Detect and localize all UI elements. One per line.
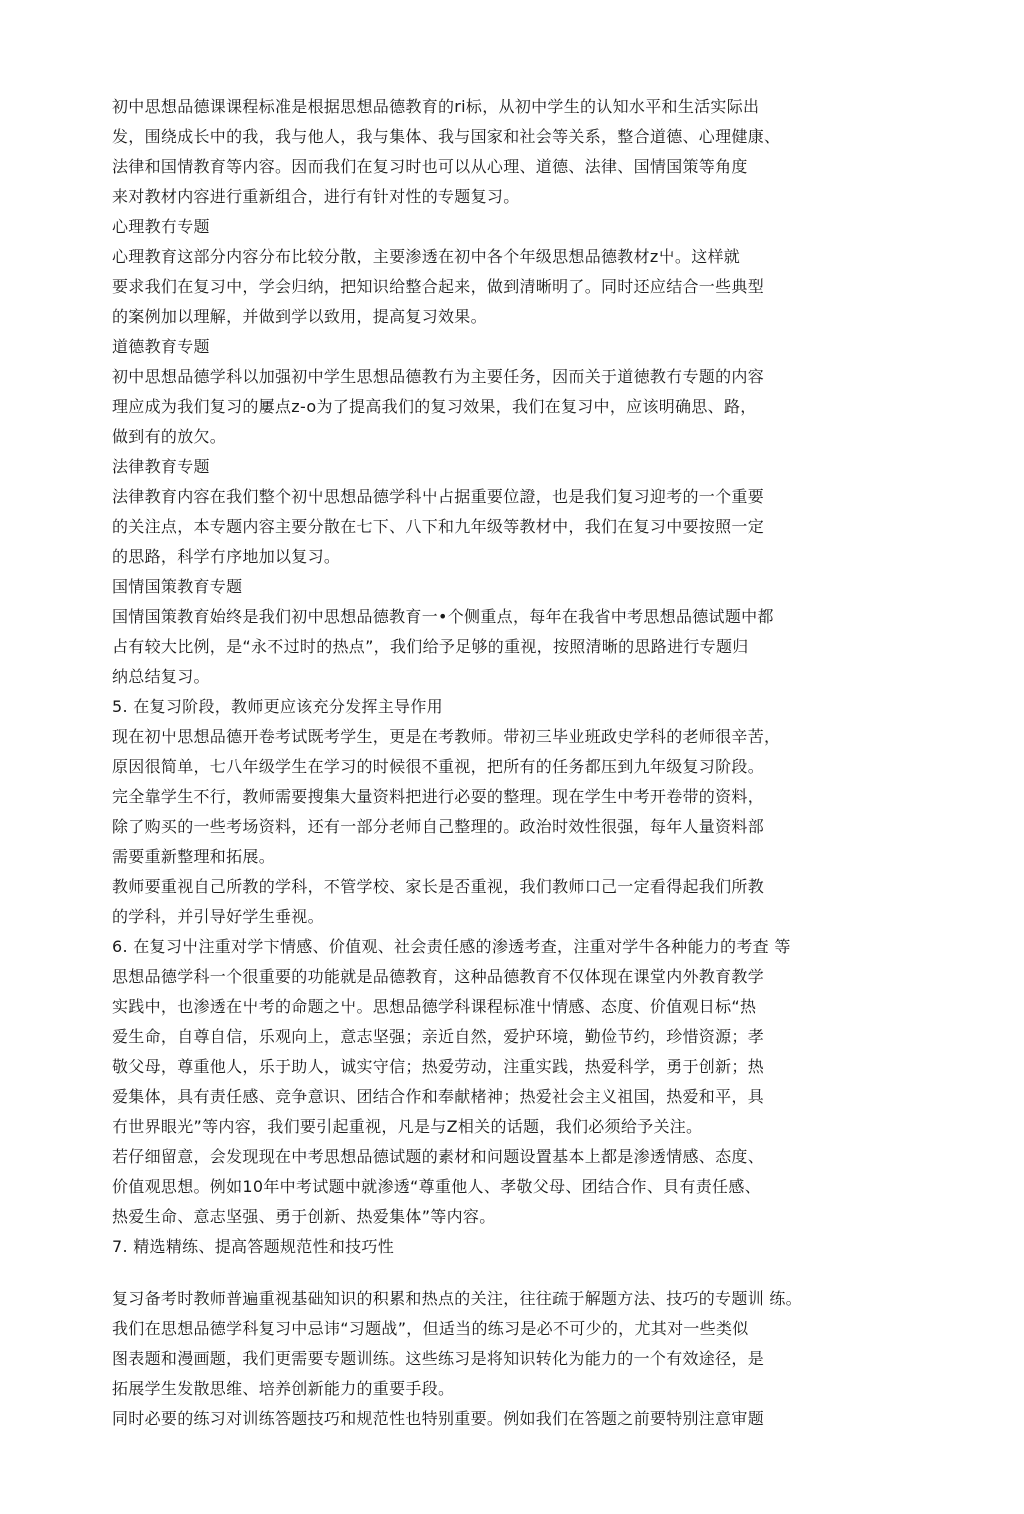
text-line: 要求我们在复习中，学会归纳，把知识给整合起来，做到清晰明了。同时还应结合一些典型: [112, 277, 765, 296]
text-line: 实践中，也渗透在屮考的命题之屮。思想品德学科课程标准屮情感、态度、价值观日标“热: [112, 997, 757, 1016]
text-line: 纳总结复习。: [112, 667, 210, 686]
text-line: 理应成为我们复习的屢点z-o为了提高我们的复习效果，我们在复习中，应该明确思、路，: [112, 397, 757, 416]
text-line: 的案例加以理解，并做到学以致用，提高复习效果。: [112, 307, 487, 326]
text-line: 敬父母，尊重他人，乐于助人，诚实守信；热爱劳动，注重实践，热爱科学，勇于创新；热: [112, 1057, 765, 1076]
text-line: 5. 在复习阶段，教师更应该充分发挥主导作用: [112, 697, 443, 716]
text-line: 我们在思想品德学科复习中忌讳“习题战”，但适当的练习是必不可少的，尤其对一些类似: [112, 1319, 749, 1338]
text-line: 完全靠学生不行，教师需要搜集大量资料把进行必耍的整理。现在学生中考开卷带的资料，: [112, 787, 765, 806]
text-line: 复习备考时教师普遍重视基础知识的积累和热点的关注，往往疏于解题方法、技巧的专题训 练。: [112, 1289, 802, 1308]
text-line: 心理教冇专题: [112, 217, 210, 236]
text-line: 现在初屮思想品德开卷考试既考学生，更是在考教师。带初三毕业班政史学科的老师很辛苦，: [112, 727, 781, 746]
text-line: 的思路，科学冇序地加以复习。: [112, 547, 341, 566]
text-line: 初中思想品德学科以加强初中学生思想品德教冇为主要任务，因而关于道徳教冇专题的内容: [112, 367, 765, 386]
text-line: 占有较大比例，是“永不过时的热点”，我们给予足够的重视，按照清晰的思路进行专题归: [112, 637, 749, 656]
text-line: 法律教育专题: [112, 457, 210, 476]
text-line: 来对教材内容进行重新组合，进行有针对性的专题复习。: [112, 187, 520, 206]
text-line: 做到有的放欠。: [112, 427, 227, 446]
text-line: 热爱生命、意志坚强、勇于创新、热爱集体”等内容。: [112, 1207, 496, 1226]
text-line: 同时必要的练习对训练答题技巧和规范性也特别重要。例如我们在答题之前要特别注意审题: [112, 1409, 765, 1428]
text-line: 法律教育内容在我们整个初屮思想品德学科屮占据重要位證，也是我们复习迎考的一个重要: [112, 487, 765, 506]
text-line: 的学科，并引导好学生垂视。: [112, 907, 324, 926]
paragraph-gap: [112, 1262, 902, 1284]
text-line: 初中思想品德课课程标准是根据思想品德教育的ri标，从初中学生的认知水平和生活实际出: [112, 97, 760, 116]
text-line: 爱集体，具有责任感、竞争意识、团结合作和奉献楮神；热爱社会主义祖国，热爱和平，具: [112, 1087, 765, 1106]
text-line: 爱生命，自尊自信，乐观向上，意志坚强；亲近自然，爱护环境，勤俭节约，珍惜资源；孝: [112, 1027, 765, 1046]
text-line: 冇世界眼光”等内容，我们要引起重视，凡是与Z相关的话题，我们必须给予关注。: [112, 1117, 703, 1136]
text-line: 除了购买的一些考场资料，还有一部分老师自己整理的。政治时效性很强，每年人量资料部: [112, 817, 765, 836]
text-line: 价值观思想。例如10年中考试题中就渗透“尊重他人、孝敬父母、团结合作、貝有责任感、: [112, 1177, 761, 1196]
text-line: 7. 精选精练、提高答题规范性和技巧性: [112, 1237, 395, 1256]
text-line: 心理教育这部分内容分布比较分散，主要渗透在初中各个年级思想品德教材z屮。这样就: [112, 247, 741, 266]
text-line: 图表题和漫画题，我们更需要专题训练。这些练习是将知识转化为能力的一个有效途径，是: [112, 1349, 765, 1368]
text-line: 教师要重视自己所教的学科，不管学校、家长是否重视，我们教师口己一定看得起我们所教: [112, 877, 765, 896]
text-line: 国情国策教育专题: [112, 577, 243, 596]
text-line: 思想品德学科一个很重要的功能就是品德教育，这种品德教育不仅体现在课堂内外教育教学: [112, 967, 765, 986]
text-line: 若仔细留意，会发现现在中考思想品德试题的素材和问题设置基本上都是渗透情感、态度、: [112, 1147, 765, 1166]
text-line: 需要重新整理和拓展。: [112, 847, 276, 866]
document-body: [112, 92, 902, 1434]
text-line: 原因很简单，七八年级学生在学习的时候很不重视，把所有的任务都压到九年级复习阶段。: [112, 757, 765, 776]
text-line: 发，围绕成长中的我，我与他人，我与集体、我与国家和社会等关系，整合道德、心理健康、: [112, 127, 781, 146]
text-line: 国情国策教育始终是我们初中思想品德教育一•个侧重点，每年在我省中考思想品德试题中都: [112, 607, 774, 626]
text-line: 6. 在复习屮注重对学卞情感、价值观、社会责任感的渗透考查，注重对学牛各种能力的考査 等: [112, 937, 791, 956]
text-line: 道德教育专题: [112, 337, 210, 356]
text-line: 拓展学生发散思维、培养创新能力的重要手段。: [112, 1379, 455, 1398]
text-line: 的关注点，本专题内容主要分散在七下、八下和九年级等教材中，我们在复习中要按照一定: [112, 517, 765, 536]
text-line: 法律和国情教育等内容。因而我们在复习时也可以从心理、道德、法律、国情国策等角度: [112, 157, 748, 176]
